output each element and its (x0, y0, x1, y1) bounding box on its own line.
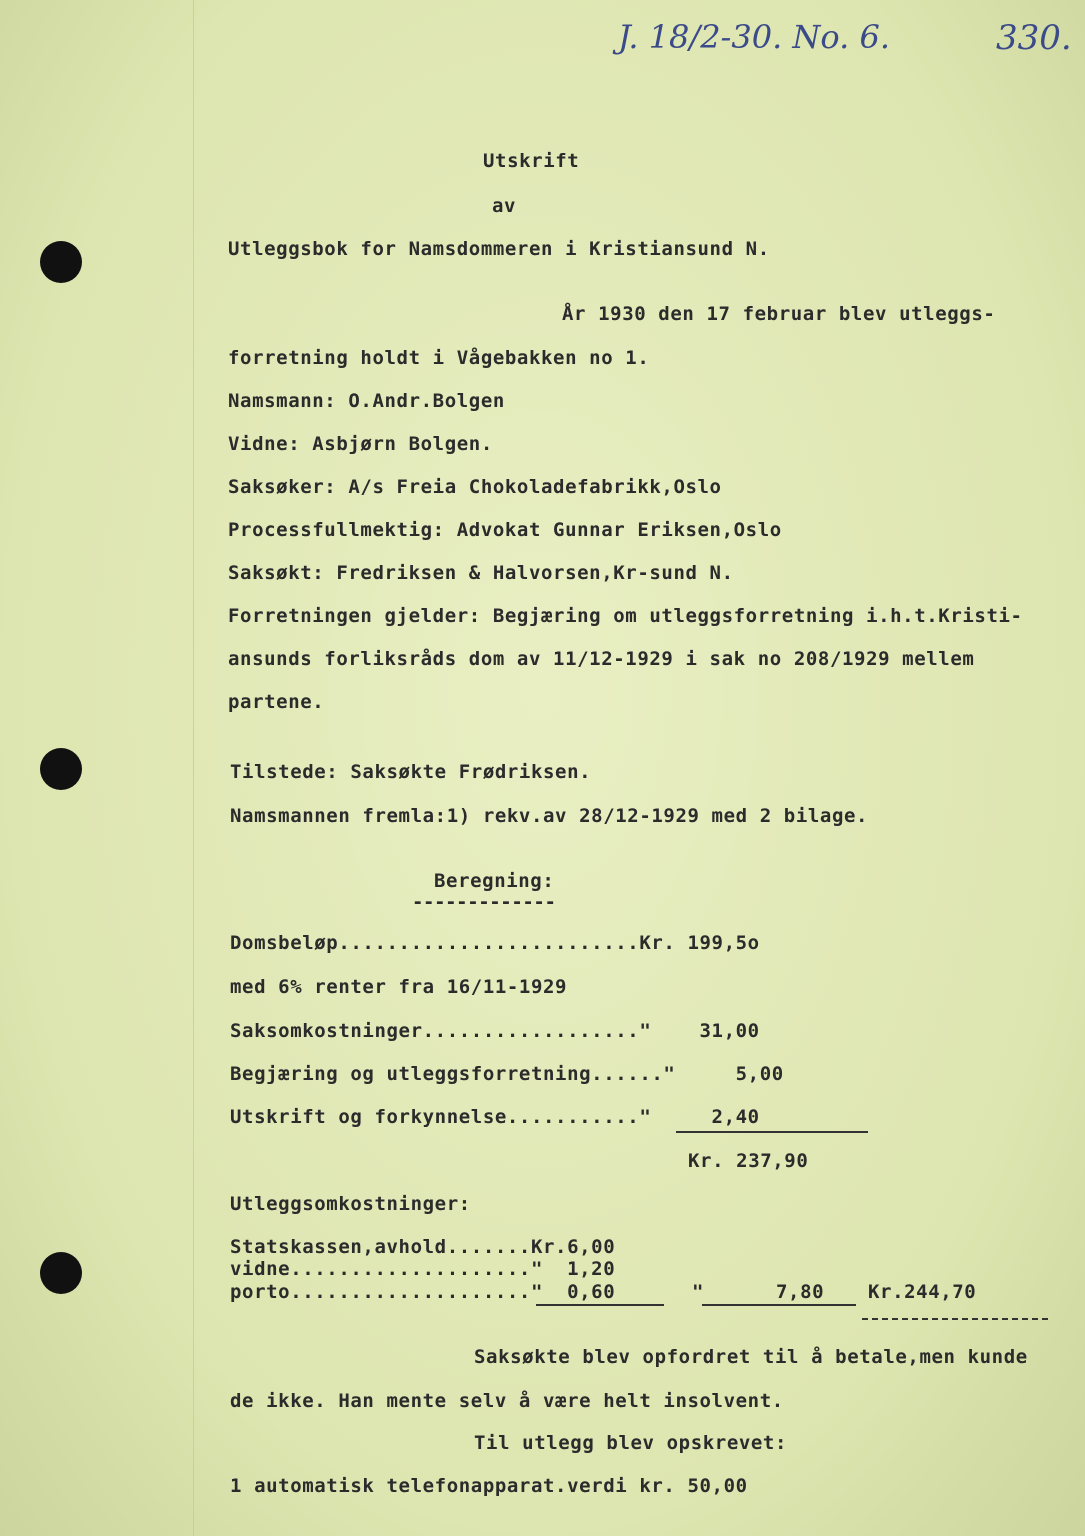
field-namsmann: Namsmann: O.Andr.Bolgen (228, 390, 505, 412)
intro-line1: År 1930 den 17 februar blev utleggs- (562, 303, 996, 325)
costs-total: Kr.244,70 (868, 1281, 977, 1303)
presence-fremla: Namsmannen fremla:1) rekv.av 28/12-1929 med 2 bilage. (230, 805, 869, 827)
title-book: Utleggsbok for Namsdommeren i Kristiansund N. (228, 238, 770, 260)
costs-vidne: vidne...................." 1,20 (230, 1258, 616, 1280)
closing-line3: Til utlegg blev opskrevet: (474, 1432, 788, 1454)
costs-porto-quote: " (692, 1281, 705, 1303)
costs-heading: Utleggsomkostninger: (230, 1193, 471, 1215)
field-forretning-line2: ansunds forliksråds dom av 11/12-1929 i sak no 208/1929 mellem (228, 648, 975, 670)
calc-heading-underline: ------------- (412, 891, 556, 913)
margin-line (193, 0, 194, 1536)
calc-sum-rule (676, 1131, 868, 1133)
costs-porto: porto...................." 0,60 (230, 1281, 616, 1303)
calc-renter: med 6% renter fra 16/11-1929 (230, 976, 568, 998)
costs-porto-rule (536, 1304, 664, 1306)
presence-tilstede: Tilstede: Saksøkte Frødriksen. (230, 761, 592, 783)
closing-line2: de ikke. Han mente selv å være helt insolvent. (230, 1390, 784, 1412)
costs-statskassen: Statskassen,avhold.......Kr.6,00 (230, 1236, 616, 1258)
title-av: av (492, 195, 517, 217)
calc-begjaering: Begjæring og utleggsforretning......" 5,00 (230, 1063, 784, 1085)
costs-porto-sum: 7,80 (776, 1281, 825, 1303)
page-number: 330. (996, 18, 1072, 58)
calc-domsbelop: Domsbeløp.........................Kr. 199,5o (230, 932, 760, 954)
handwritten-date: J. 18/2-30. No. 6. (618, 18, 890, 56)
calc-utskrift: Utskrift og forkynnelse..........." 2,40 (230, 1106, 760, 1128)
calc-saksomkostninger: Saksomkostninger.................." 31,00 (230, 1020, 760, 1042)
calc-subtotal: Kr. 237,90 (688, 1150, 809, 1172)
field-forretning-line3: partene. (228, 691, 325, 713)
field-vidne: Vidne: Asbjørn Bolgen. (228, 433, 493, 455)
punch-hole-top (40, 241, 82, 283)
title-utskrift: Utskrift (483, 150, 580, 172)
costs-sum-rule (702, 1304, 856, 1306)
field-saksokt: Saksøkt: Fredriksen & Halvorsen,Kr-sund N. (228, 562, 734, 584)
punch-hole-bottom (40, 1252, 82, 1294)
field-saksoker: Saksøker: A/s Freia Chokoladefabrikk,Oslo (228, 476, 722, 498)
costs-total-dashes (862, 1318, 1048, 1320)
closing-line4: 1 automatisk telefonapparat.verdi kr. 50,00 (230, 1475, 748, 1497)
punch-hole-middle (40, 748, 82, 790)
field-forretning-line1: Forretningen gjelder: Begjæring om utleggsforretning i.h.t.Kristi- (228, 605, 1023, 627)
intro-line2: forretning holdt i Vågebakken no 1. (228, 347, 650, 369)
field-prosessfullmektig: Processfullmektig: Advokat Gunnar Eriksen,Oslo (228, 519, 782, 541)
calc-heading: Beregning: (434, 870, 555, 892)
closing-line1: Saksøkte blev opfordret til å betale,men kunde (474, 1346, 1028, 1368)
